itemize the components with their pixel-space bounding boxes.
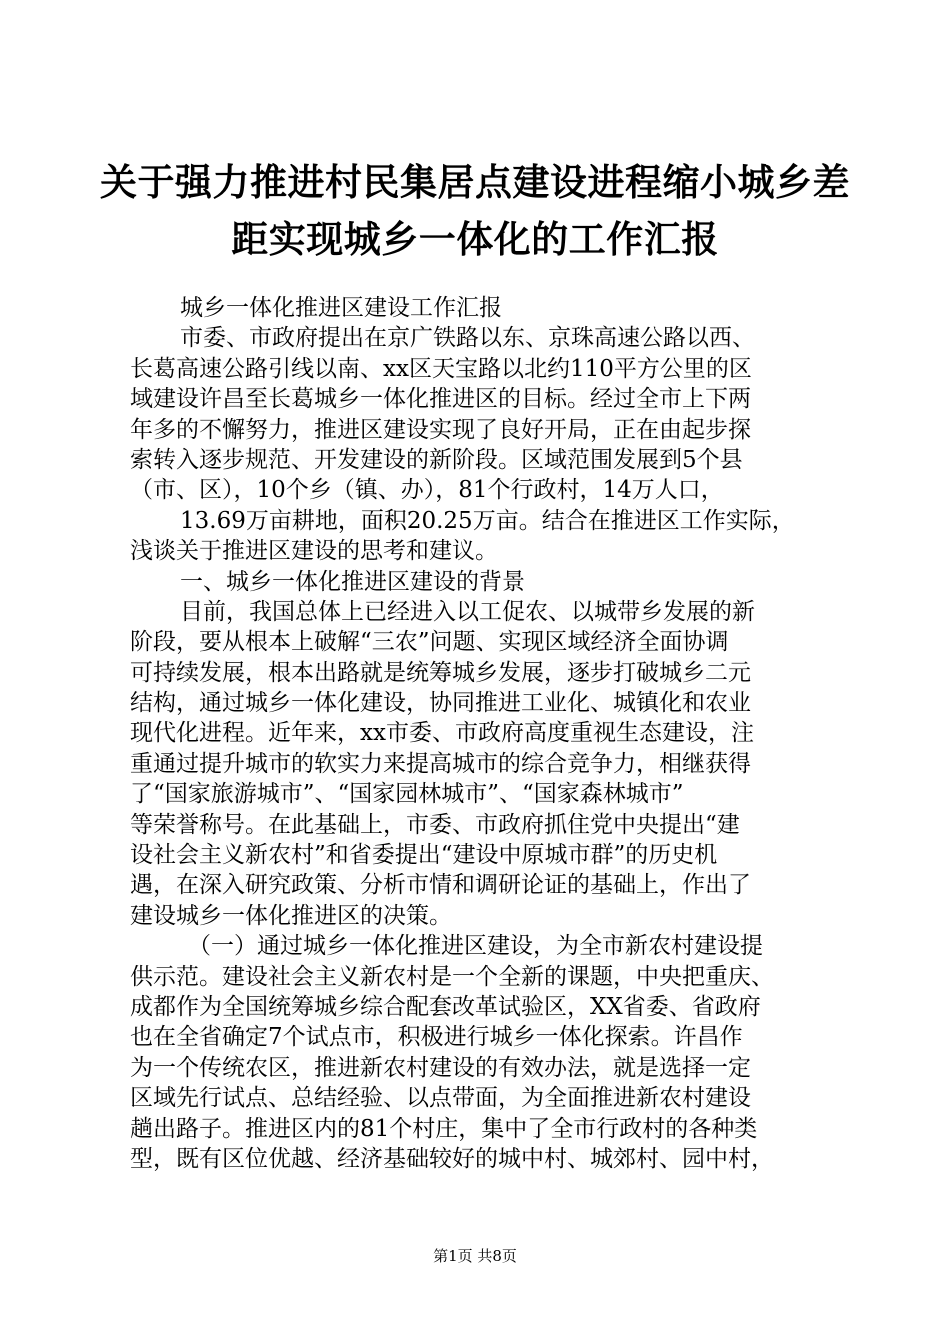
body-text-line: 目前，我国总体上已经进入以工促农、以城带乡发展的新 [180,598,755,625]
body-text-line: 等荣誉称号。在此基础上，市委、市政府抓住党中央提出“建 [130,811,740,838]
body-text-line: 型，既有区位优越、经济基础较好的城中村、城郊村、园中村， [130,1145,774,1172]
body-text-line: 趟出路子。推进区内的81个村庄，集中了全市行政村的各种类 [130,1115,758,1142]
body-text-line: （市、区），10个乡（镇、办），81个行政村，14万人口， [130,477,724,504]
body-text-line: 13.69万亩耕地，面积20.25万亩。结合在推进区工作实际， [180,507,795,534]
body-text-line: 域建设许昌至长葛城乡一体化推进区的目标。经过全市上下两 [130,386,751,413]
body-text-line: 结构，通过城乡一体化建设，协同推进工业化、城镇化和农业 [130,690,751,717]
document-title-line-2: 距实现城乡一体化的工作汇报 [231,218,719,261]
page-footer: 第1页 共8页 [433,1247,517,1265]
body-text-line: 建设城乡一体化推进区的决策。 [130,902,452,929]
body-text-line: 也在全省确定7个试点市，积极进行城乡一体化探索。许昌作 [130,1024,743,1051]
body-text-line: 为一个传统农区，推进新农村建设的有效办法，就是选择一定 [130,1054,751,1081]
body-text-line: 供示范。建设社会主义新农村是一个全新的课题，中央把重庆、 [130,963,774,990]
body-text-line: 阶段，要从根本上破解“三农”问题、实现区域经济全面协调 [130,629,729,656]
body-text-line: 了“国家旅游城市”、“国家园林城市”、“国家森林城市” [130,781,684,808]
body-text-line: 长葛高速公路引线以南、xx区天宝路以北约110平方公里的区 [130,355,752,382]
body-text-line: 浅谈关于推进区建设的思考和建议。 [130,538,498,565]
body-text-line: 年多的不懈努力，推进区建设实现了良好开局，正在由起步探 [130,416,751,443]
body-text-line: 现代化进程。近年来，xx市委、市政府高度重视生态建设，注 [130,720,754,747]
body-text-line: 市委、市政府提出在京广铁路以东、京珠高速公路以西、 [180,325,755,352]
body-text-line: 城乡一体化推进区建设工作汇报 [180,295,502,321]
body-text-line: 可持续发展，根本出路就是统筹城乡发展，逐步打破城乡二元 [130,659,751,686]
body-text-line: 索转入逐步规范、开发建设的新阶段。区域范围发展到5个县 [130,446,743,473]
body-text-line: 区域先行试点、总结经验、以点带面，为全面推进新农村建设 [130,1085,751,1112]
body-text-line: （一）通过城乡一体化推进区建设，为全市新农村建设提 [188,933,763,960]
document-body [130,293,830,1174]
body-text-line: 成都作为全国统筹城乡综合配套改革试验区，XX省委、省政府 [130,993,761,1020]
document-title-line-1: 关于强力推进村民集居点建设进程缩小城乡差 [100,161,850,204]
body-text-line: 重通过提升城市的软实力来提高城市的综合竞争力，相继获得 [130,750,751,777]
body-text-line: 遇，在深入研究政策、分析市情和调研论证的基础上，作出了 [130,872,751,899]
body-text-line: 一、城乡一体化推进区建设的背景 [180,568,525,595]
body-text-line: 设社会主义新农村”和省委提出“建设中原城市群”的历史机 [130,842,718,869]
